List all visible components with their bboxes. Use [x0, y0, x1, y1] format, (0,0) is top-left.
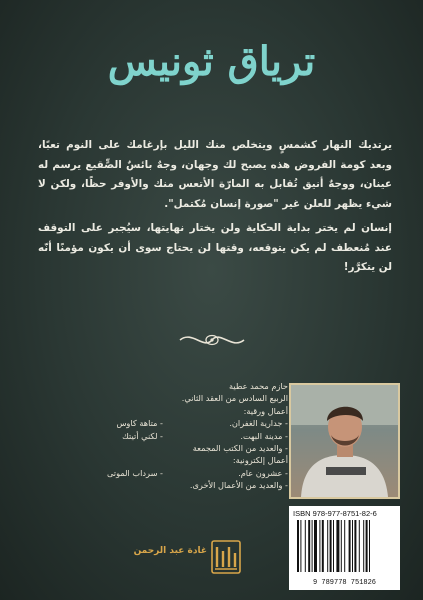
- work-title: - والعديد من الأعمال الأخرى.: [189, 480, 288, 491]
- work-title: - جدارية الغفران.: [229, 418, 288, 429]
- work-title: - والعديد من الكتب المجمعة: [192, 443, 288, 454]
- barcode-bar: [300, 520, 301, 572]
- work-title: - متاهة كاوس: [116, 418, 163, 429]
- barcode-bar: [349, 520, 351, 572]
- barcode-bars-icon: [293, 518, 396, 574]
- author-name: حازم محمد عطية: [229, 381, 288, 391]
- publisher-logo-icon: [210, 537, 242, 577]
- paper-works-heading: أعمال ورقية:: [243, 405, 288, 416]
- barcode-bar: [354, 520, 356, 572]
- barcode-bar: [319, 520, 320, 572]
- blurb-paragraph: يرتديك النهار كشمسٍ ويتخلص منك الليل بإرغامك على النوم تعبًا، وبعد كومة الفروض هذه يصبح لك وجهان، وجهٌ بائسٌ الصٍّقيع يرسم له عينان، ووجهٌ أنيق تُقابل به المارّة الأتعس منك والأوفر حظًا، ولكن لا شيء يظهر للعلن غير "صورة إنسان مُكتمل".: [38, 139, 392, 210]
- barcode-bar: [336, 520, 339, 572]
- barcode-bar: [327, 520, 328, 572]
- publisher-name: غادة عبد الرحمن: [133, 546, 207, 556]
- works-row: [38, 430, 288, 442]
- barcode-bar: [297, 520, 299, 572]
- barcode-bar: [333, 520, 334, 572]
- barcode-bar: [363, 520, 364, 572]
- isbn-label: ISBN 978-977-8751-82-6: [293, 509, 377, 518]
- barcode-bar: [312, 520, 313, 572]
- work-title: - سرداب الموتى: [106, 467, 163, 478]
- author-tagline: الربيع السادس من العقد الثاني.: [181, 393, 288, 404]
- barcode-bar: [322, 520, 324, 572]
- barcode-bar: [308, 520, 310, 572]
- barcode-bar: [305, 520, 306, 572]
- barcode-bar: [369, 520, 370, 572]
- barcode-bar: [341, 520, 342, 572]
- works-row: [38, 417, 288, 429]
- barcode-bar: [366, 520, 368, 572]
- barcode-bar: [352, 520, 353, 572]
- book-title: ترياق ثونيس: [107, 38, 316, 85]
- barcode-digits: 9 789778 751826: [312, 579, 376, 587]
- blurb-paragraph: إنسان لم يختر بداية الحكاية ولن يختار نهايتها، سيُجبر على التوقف عند مُنعطف لم يكن يتوقعه، وقتها لن يحتاج سوى أن يكون مؤمنًا أنّه لن يتكرَّر!: [38, 222, 392, 273]
- electronic-works-heading: أعمال إلكترونية:: [232, 455, 288, 466]
- isbn-barcode: [289, 506, 400, 590]
- work-title: - مدينة البهت.: [240, 430, 288, 441]
- barcode-bar: [359, 520, 360, 572]
- barcode-bar: [330, 520, 332, 572]
- ornament-divider-icon: [176, 328, 248, 352]
- back-cover-blurb: [38, 136, 392, 283]
- barcode-bar: [314, 520, 317, 572]
- author-portrait-icon: [291, 385, 398, 497]
- author-bio: [38, 380, 288, 492]
- work-title: - عشرون عام.: [238, 467, 288, 478]
- works-row: [38, 467, 288, 479]
- barcode-bar: [344, 520, 345, 572]
- author-photo: [289, 383, 400, 499]
- work-title: - لكني أتيتك: [122, 430, 163, 441]
